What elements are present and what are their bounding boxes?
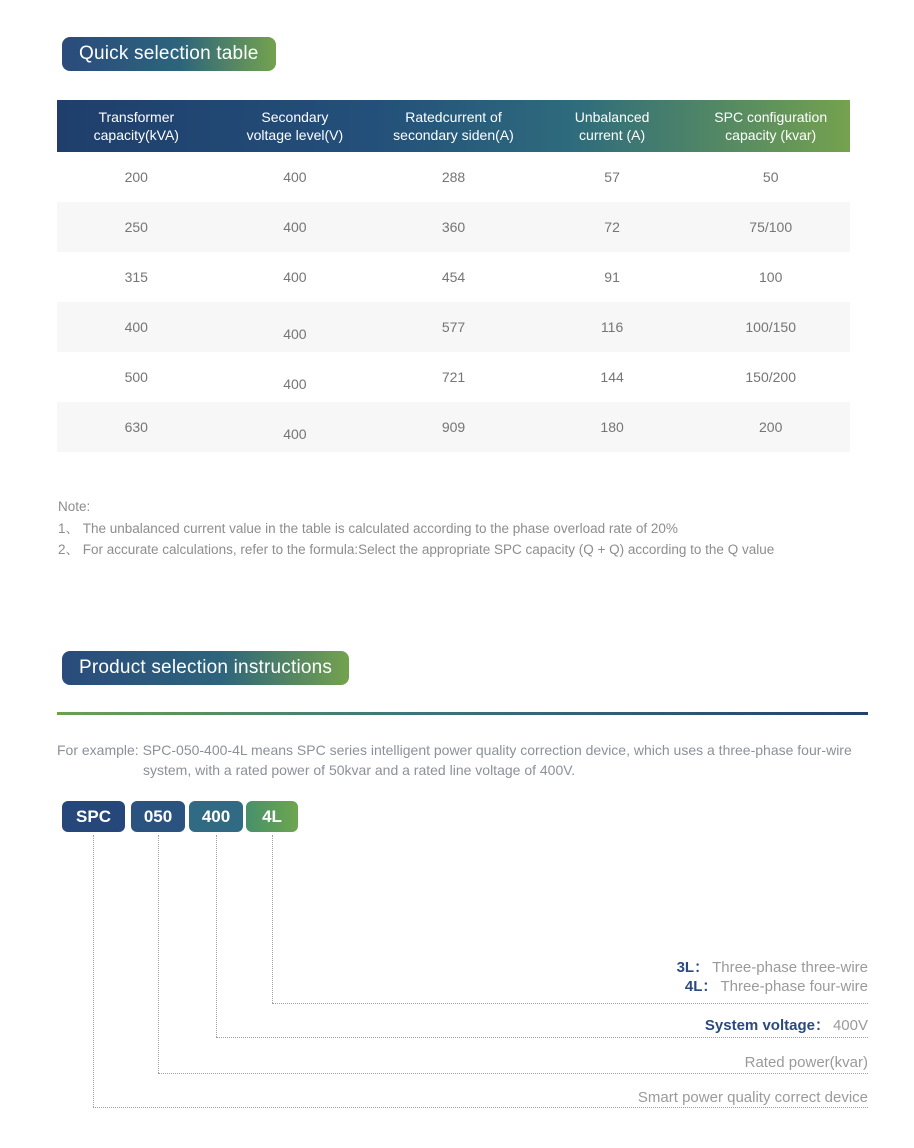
table-row: [57, 402, 850, 452]
note-block: [58, 496, 870, 561]
table-cell: 400: [283, 326, 307, 342]
table-cell: 288: [441, 169, 466, 185]
leader-line-horizontal: [158, 1073, 868, 1074]
model-segment-voltage: 400: [189, 801, 243, 832]
section-title-quick-selection: [62, 37, 276, 71]
section-title-product-selection: [62, 651, 349, 685]
callout-rated-power: Rated power(kvar): [744, 1054, 868, 1071]
callout-wiring: 3L： Three-phase three-wire 4L： Three-phase four-wire: [676, 959, 868, 995]
table-cell: 100/150: [745, 319, 796, 335]
table-cell: 75/100: [749, 219, 793, 235]
leader-line-vertical: [216, 835, 217, 1037]
table-cell: 721: [441, 369, 466, 385]
table-row: [57, 302, 850, 352]
table-row: [57, 252, 850, 302]
column-header-transformer-capacity: Transformer capacity(kVA): [93, 109, 179, 143]
table-cell: 91: [604, 269, 620, 285]
example-paragraph: For example: SPC-050-400-4L means SPC series intelligent power quality correction device, which uses a three-phase four-wire system, with a rated power of 50kvar and a rated line voltage of 400V.: [57, 742, 852, 778]
column-header-unbalanced-current: Unbalanced current (A): [574, 109, 650, 143]
table-cell: 909: [441, 419, 466, 435]
table-cell: 144: [600, 369, 624, 385]
table-cell: 100: [759, 269, 783, 285]
table-cell: 400: [124, 319, 148, 335]
table-cell: 454: [441, 269, 466, 285]
table-cell: 250: [124, 219, 148, 235]
table-cell: 400: [283, 269, 307, 285]
table-row: [57, 202, 850, 252]
section-title-text: Quick selection table: [79, 43, 259, 64]
gradient-divider: [57, 712, 868, 715]
table-cell: 630: [124, 419, 148, 435]
leader-line-vertical: [272, 835, 273, 1003]
table-cell: 57: [604, 169, 620, 185]
column-header-spc-capacity: SPC configuration capacity (kvar): [714, 109, 828, 143]
model-segment-power: 050: [131, 801, 185, 832]
model-number-diagram: [0, 800, 914, 1130]
table-row: [57, 352, 850, 402]
table-cell: 315: [124, 269, 148, 285]
column-header-rated-current: Ratedcurrent of secondary siden(A): [393, 109, 514, 143]
table-cell: 72: [604, 219, 620, 235]
leader-line-vertical: [158, 835, 159, 1073]
callout-system-voltage: System voltage： 400V: [704, 1017, 868, 1034]
table-cell: 200: [124, 169, 148, 185]
table-cell: 360: [441, 219, 466, 235]
quick-selection-table: [57, 100, 850, 452]
note-label: Note:: [58, 499, 91, 514]
section-title-text: Product selection instructions: [79, 657, 333, 678]
model-segment-wiring: 4L: [246, 801, 298, 832]
table-cell: 400: [283, 426, 307, 442]
table-header-row: [57, 100, 850, 152]
table-cell: 500: [124, 369, 148, 385]
leader-line-horizontal: [272, 1003, 868, 1004]
table-cell: 577: [441, 319, 466, 335]
model-segment-series: SPC: [62, 801, 125, 832]
leader-line-horizontal: [216, 1037, 868, 1038]
table-row: [57, 152, 850, 202]
table-cell: 400: [283, 169, 307, 185]
table-cell: 180: [600, 419, 624, 435]
note-item: 1、 The unbalanced current value in the table is calculated according to the phase overload rate of 20%: [58, 520, 678, 536]
table-cell: 150/200: [745, 369, 796, 385]
table-cell: 400: [283, 376, 307, 392]
leader-line-vertical: [93, 835, 94, 1107]
table-cell: 200: [759, 419, 783, 435]
table-cell: 116: [600, 319, 624, 335]
callout-device-name: Smart power quality correct device: [637, 1089, 868, 1106]
leader-line-horizontal: [93, 1107, 868, 1108]
note-item: 2、 For accurate calculations, refer to the formula:Select the appropriate SPC capacity (Q + Q) according to the Q value: [58, 542, 775, 557]
table-cell: 50: [762, 169, 779, 185]
column-header-secondary-voltage: Secondary voltage level(V): [246, 109, 344, 143]
table-cell: 400: [283, 219, 307, 235]
